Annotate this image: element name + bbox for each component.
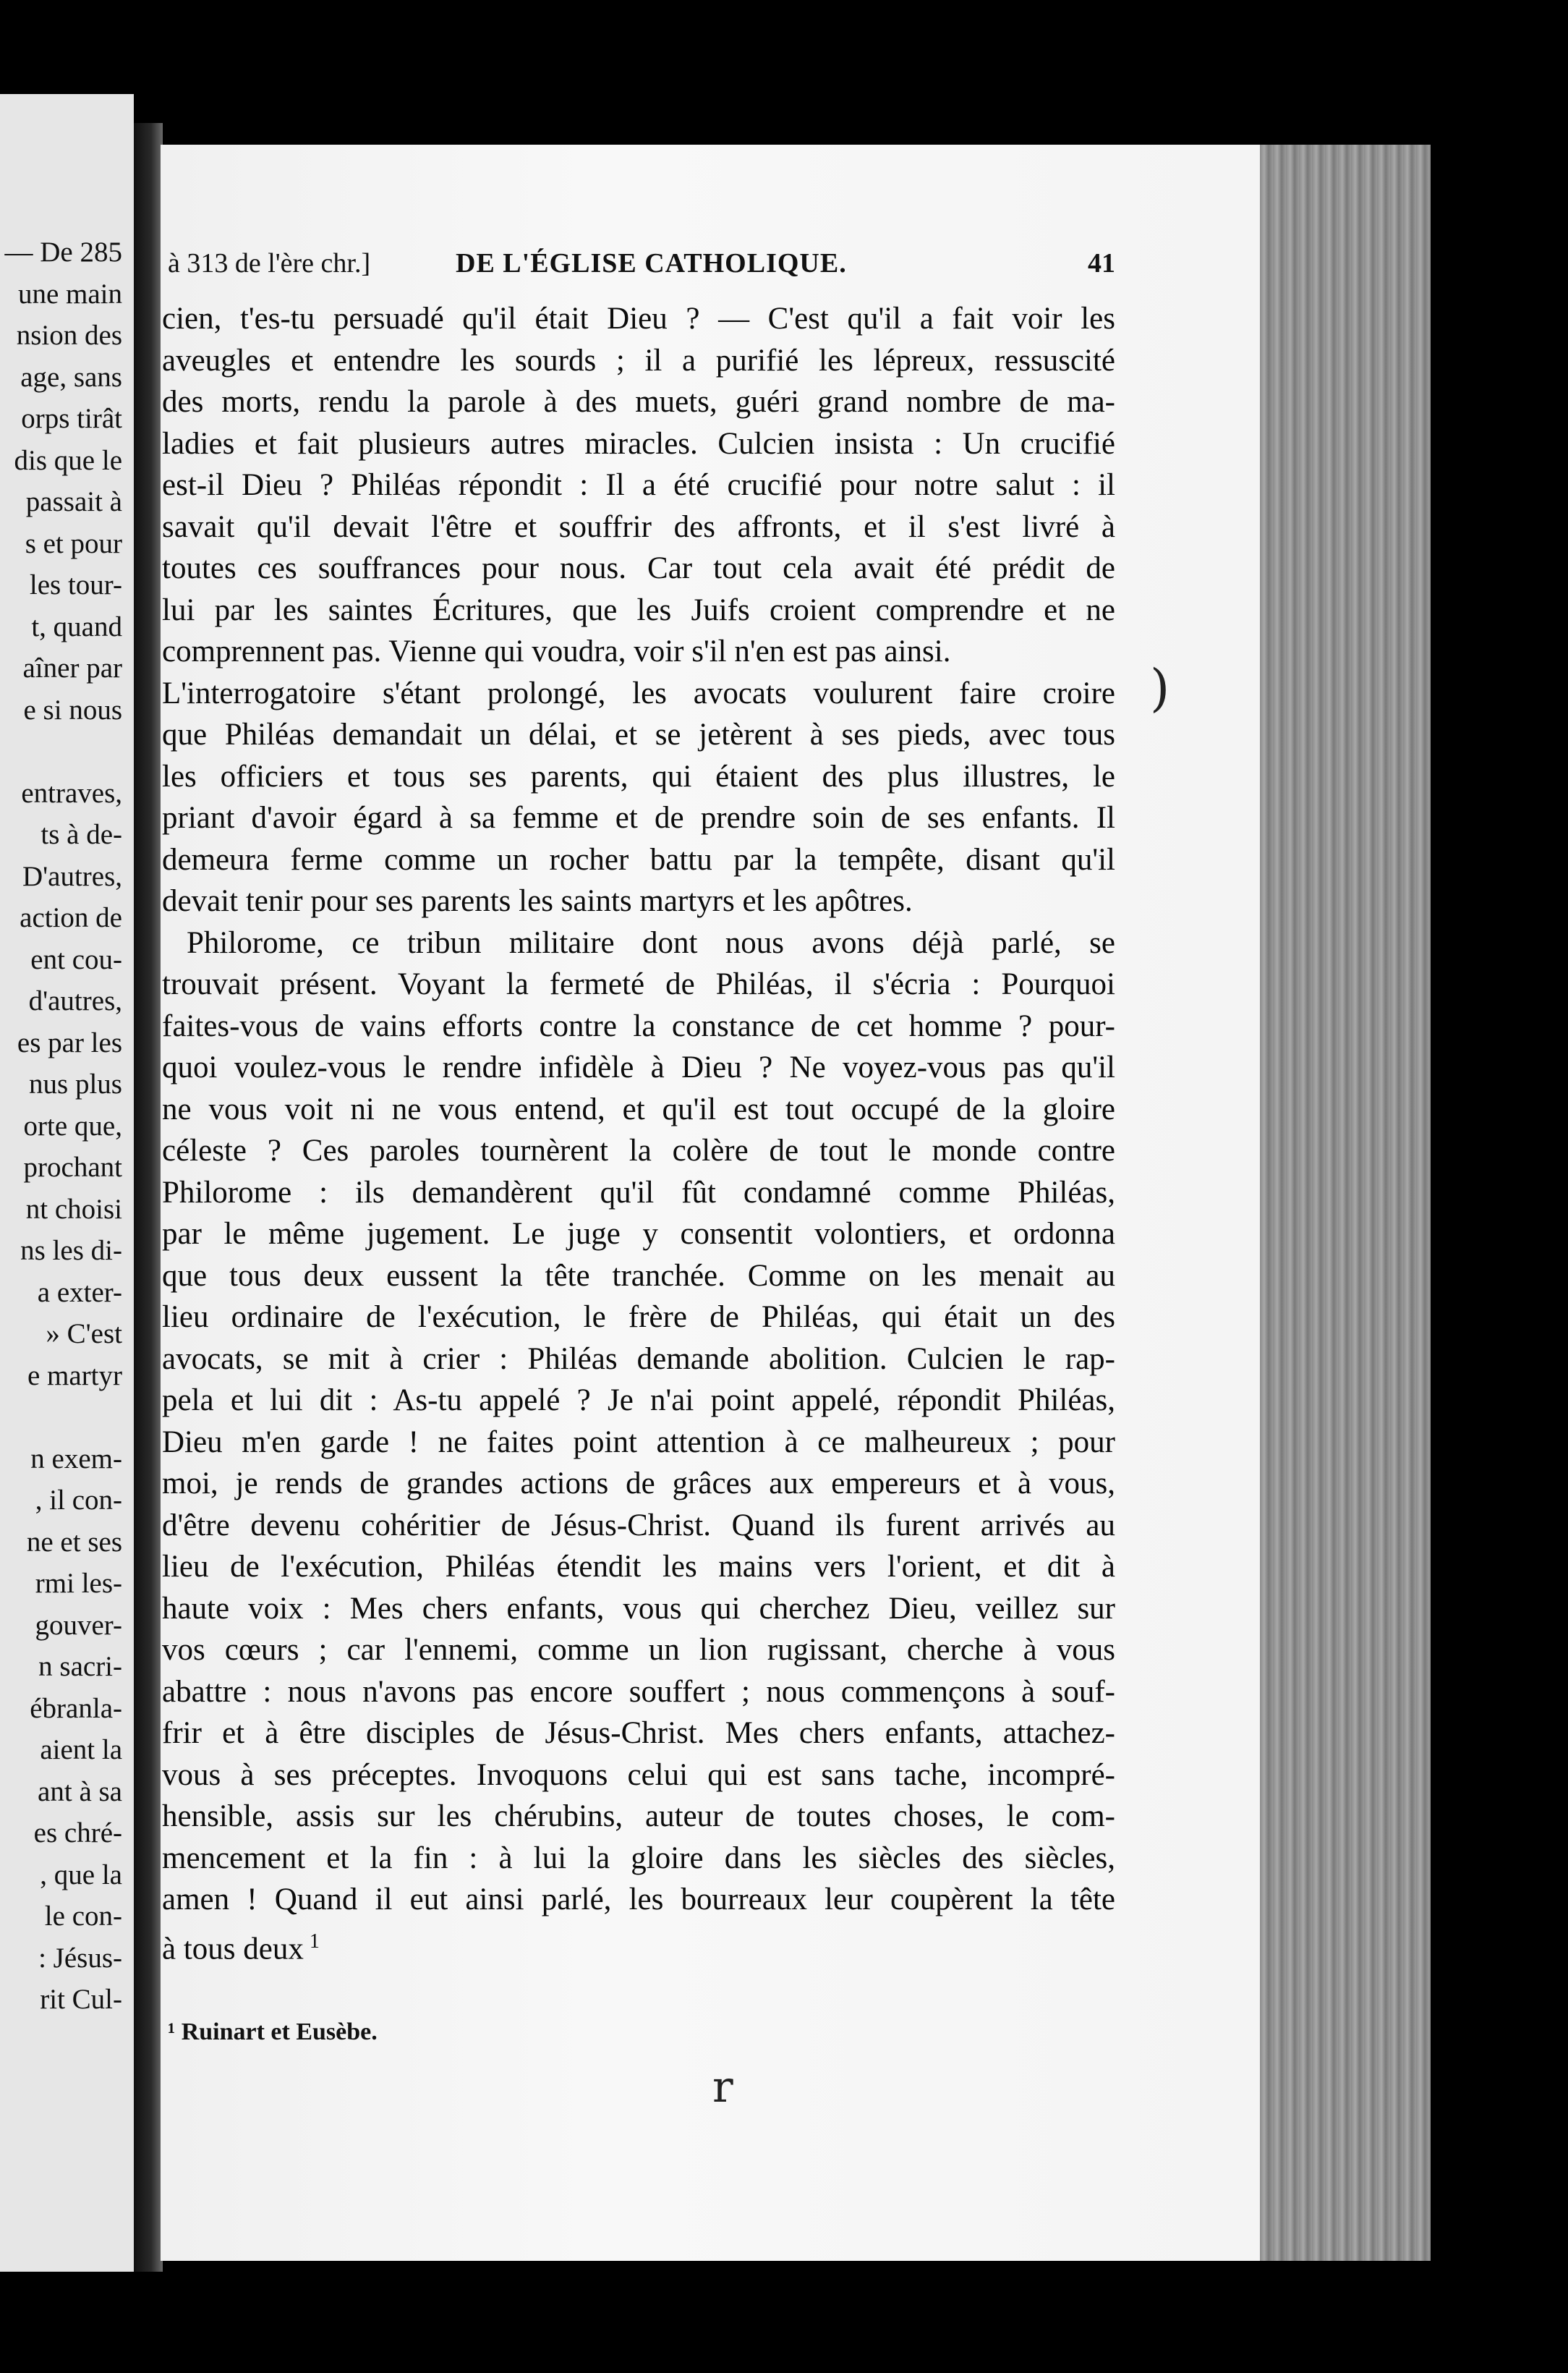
facing-page-line: nus plus	[29, 1069, 122, 1100]
text-line	[162, 340, 1115, 382]
facing-page-line: rit Cul-	[40, 1984, 122, 2015]
text-line	[162, 1089, 1115, 1131]
facing-page-line: ns les di-	[20, 1235, 122, 1266]
facing-page-line: , il con-	[35, 1485, 122, 1516]
facing-page-line: » C'est	[46, 1318, 122, 1349]
text-line-content: frir et à être disciples de Jésus-Christ. Mes chers enfants, attachez-	[162, 1716, 1115, 1750]
text-line-content: demeura ferme comme un rocher battu par la tempête, disant qu'il	[162, 842, 1115, 877]
text-line	[162, 590, 1115, 632]
facing-page-line: aîner par	[22, 653, 122, 684]
text-line-content: à tous deux	[162, 1931, 304, 1966]
facing-page-line: une main	[17, 278, 122, 310]
text-line-content: savait qu'il devait l'être et souffrir des affronts, et il s'est livré à	[162, 509, 1115, 544]
text-line	[162, 1213, 1115, 1255]
text-line	[162, 506, 1115, 548]
text-line-content: toutes ces souffrances pour nous. Car tout cela avait été prédit de	[162, 551, 1115, 585]
facing-page-line: age, sans	[20, 361, 122, 393]
text-line-content: Philorome, ce tribun militaire dont nous avons déjà parlé, se	[187, 925, 1115, 960]
facing-page-line: s et pour	[25, 527, 122, 559]
text-line	[162, 839, 1115, 881]
text-line-content: hensible, assis sur les chérubins, auteur de toutes choses, le com-	[162, 1799, 1115, 1833]
text-line-content: comprennent pas. Vienne qui voudra, voir s'il n'en est pas ainsi.	[162, 634, 951, 668]
footnote-ref: 1	[309, 1930, 320, 1953]
text-line	[162, 1047, 1115, 1089]
text-line	[162, 1546, 1115, 1588]
text-line	[162, 1712, 1115, 1754]
text-line-content: priant d'avoir égard à sa femme et de prendre soin de ses enfants. Il	[162, 801, 1115, 835]
text-line	[162, 1754, 1115, 1796]
text-line	[162, 1796, 1115, 1838]
text-line	[162, 1921, 1115, 1966]
running-header	[168, 247, 1115, 284]
body-text	[162, 298, 1115, 1966]
text-line-content: devait tenir pour ses parents les saints martyrs et les apôtres.	[162, 884, 913, 918]
text-line	[162, 1463, 1115, 1505]
text-line-content: pela et lui dit : As-tu appelé ? Je n'ai point appelé, répondit Philéas,	[162, 1383, 1115, 1417]
text-line	[162, 1838, 1115, 1880]
facing-page-line: d'autres,	[28, 985, 122, 1016]
facing-page-line: aient la	[40, 1734, 122, 1765]
page-number: 41	[1088, 248, 1115, 279]
text-line-content: cien, t'es-tu persuadé qu'il était Dieu ? — C'est qu'il a fait voir les	[162, 302, 1115, 336]
text-line	[162, 797, 1115, 839]
facing-page-line: gouver-	[35, 1609, 122, 1641]
facing-page-line: nsion des	[16, 320, 122, 351]
text-line-content: L'interrogatoire s'étant prolongé, les avocats voulurent faire croire	[162, 676, 1115, 710]
text-line-content: aveugles et entendre les sourds ; il a purifié les lépreux, ressuscité	[162, 343, 1115, 378]
facing-page-line: t, quand	[31, 611, 122, 642]
facing-page-line: action de	[20, 902, 122, 933]
facing-page-line: ent cou-	[30, 943, 122, 975]
text-line-content: céleste ? Ces paroles tournèrent la colère de tout le monde contre	[162, 1134, 1115, 1168]
text-line	[162, 1130, 1115, 1172]
text-line-content: haute voix : Mes chers enfants, vous qui cherchez Dieu, veillez sur	[162, 1591, 1115, 1626]
text-line	[162, 1422, 1115, 1464]
page-edges	[1260, 145, 1431, 2261]
text-line-content: vos cœurs ; car l'ennemi, comme un lion rugissant, cherche à vous	[162, 1633, 1115, 1667]
text-line-content: quoi voulez-vous le rendre infidèle à Dieu ? Ne voyez-vous pas qu'il	[162, 1050, 1115, 1084]
facing-page-line: , que la	[40, 1859, 122, 1890]
text-line-content: par le même jugement. Le juge y consentit volontiers, et ordonna	[162, 1217, 1115, 1251]
text-line-content: des morts, rendu la parole à des muets, guéri grand nombre de ma-	[162, 385, 1115, 419]
facing-page-line: es par les	[17, 1027, 122, 1058]
footnote: ¹ Ruinart et Eusèbe.	[168, 2018, 378, 2045]
text-line-content: avocats, se mit à crier : Philéas demande abolition. Culcien le rap-	[162, 1341, 1115, 1376]
text-line-content: mencement et la fin : à lui la gloire dans les siècles des siècles,	[162, 1841, 1115, 1875]
text-line-content: les officiers et tous ses parents, qui étaient des plus illustres, le	[162, 759, 1115, 794]
text-line	[162, 1629, 1115, 1671]
text-line-content: que tous deux eussent la tête tranchée. Comme on les menait au	[162, 1258, 1115, 1293]
text-line	[162, 1296, 1115, 1338]
text-line-content: vous à ses préceptes. Invoquons celui qui est sans tache, incompré-	[162, 1757, 1115, 1792]
text-line	[162, 1879, 1115, 1921]
facing-page-line: orte que,	[23, 1110, 122, 1142]
text-line	[162, 673, 1115, 715]
text-line-content: est-il Dieu ? Philéas répondit : Il a été crucifié pour notre salut : il	[162, 468, 1115, 502]
text-line-content: amen ! Quand il eut ainsi parlé, les bourreaux leur coupèrent la tête	[162, 1882, 1115, 1916]
text-line	[162, 1671, 1115, 1713]
text-line	[162, 298, 1115, 340]
facing-page-line: le con-	[44, 1901, 122, 1932]
text-line-content: ne vous voit ni ne vous entend, et qu'il est tout occupé de la gloire	[162, 1092, 1115, 1126]
text-line-content: abattre : nous n'avons pas encore souffert ; nous commençons à souf-	[162, 1674, 1115, 1709]
text-line	[162, 880, 1115, 922]
text-line-content: que Philéas demandait un délai, et se jetèrent à ses pieds, avec tous	[162, 718, 1115, 752]
pencil-mark: r	[712, 2062, 733, 2113]
text-line	[162, 1255, 1115, 1297]
text-line-content: d'être devenu cohéritier de Jésus-Christ. Quand ils furent arrivés au	[162, 1508, 1115, 1542]
facing-page-line: ant à sa	[38, 1775, 122, 1807]
facing-page-fragment	[0, 94, 134, 2272]
text-line-content: Dieu m'en garde ! ne faites point attention à ce malheureux ; pour	[162, 1425, 1115, 1459]
header-title: DE L'ÉGLISE CATHOLIQUE.	[456, 248, 847, 279]
header-date-range: à 313 de l'ère chr.]	[168, 248, 371, 279]
text-line-content: trouvait présent. Voyant la fermeté de Philéas, il s'écria : Pourquoi	[162, 967, 1115, 1001]
text-line	[162, 1006, 1115, 1048]
text-line	[162, 964, 1115, 1006]
facing-page-line: ébranla-	[30, 1692, 122, 1724]
facing-page-line: ts à de-	[41, 819, 122, 850]
text-line	[162, 1338, 1115, 1380]
text-line-content: lieu de l'exécution, Philéas étendit les mains vers l'orient, et dit à	[162, 1550, 1115, 1584]
facing-page-line: — De 285	[4, 237, 122, 268]
text-line	[162, 756, 1115, 798]
facing-page-line: a exter-	[37, 1276, 122, 1308]
text-line	[162, 922, 1115, 964]
facing-page-line: rmi les-	[35, 1568, 122, 1599]
facing-page-line: orps tirât	[21, 403, 122, 434]
pencil-mark: )	[1150, 658, 1170, 718]
text-line-content: ladies et fait plusieurs autres miracles. Culcien insista : Un crucifié	[162, 426, 1115, 461]
book-gutter	[134, 123, 163, 2272]
text-line	[162, 1380, 1115, 1422]
facing-page-line: : Jésus-	[38, 1942, 122, 1974]
text-line-content: moi, je rends de grandes actions de grâces aux empereurs et à vous,	[162, 1466, 1115, 1500]
facing-page-line: e si nous	[23, 694, 122, 726]
text-line	[162, 423, 1115, 465]
text-line	[162, 1588, 1115, 1630]
facing-page-line: D'autres,	[22, 860, 122, 892]
facing-page-line: es chré-	[33, 1817, 122, 1848]
text-line	[162, 548, 1115, 590]
text-line-content: lui par les saintes Écritures, que les Juifs croient comprendre et ne	[162, 593, 1115, 627]
text-line-content: Philorome : ils demandèrent qu'il fût condamné comme Philéas,	[162, 1175, 1115, 1210]
text-line	[162, 631, 1115, 673]
facing-page-line: n exem-	[30, 1443, 122, 1474]
facing-page-line: e martyr	[27, 1359, 122, 1391]
text-line	[162, 464, 1115, 506]
facing-page-line: les tour-	[29, 569, 122, 600]
facing-page-line: entraves,	[21, 777, 122, 809]
text-line	[162, 381, 1115, 423]
text-line	[162, 1505, 1115, 1547]
facing-page-line: passait à	[25, 486, 122, 517]
text-line	[162, 1172, 1115, 1214]
facing-page-line: nt choisi	[25, 1193, 122, 1225]
text-line-content: lieu ordinaire de l'exécution, le frère de Philéas, qui était un des	[162, 1300, 1115, 1334]
facing-page-line: dis que le	[14, 444, 122, 476]
facing-page-line: ne et ses	[26, 1526, 122, 1558]
text-line-content: faites-vous de vains efforts contre la constance de cet homme ? pour-	[162, 1009, 1115, 1043]
facing-page-line: prochant	[23, 1152, 122, 1183]
facing-page-line: n sacri-	[38, 1651, 122, 1682]
text-line	[162, 714, 1115, 756]
